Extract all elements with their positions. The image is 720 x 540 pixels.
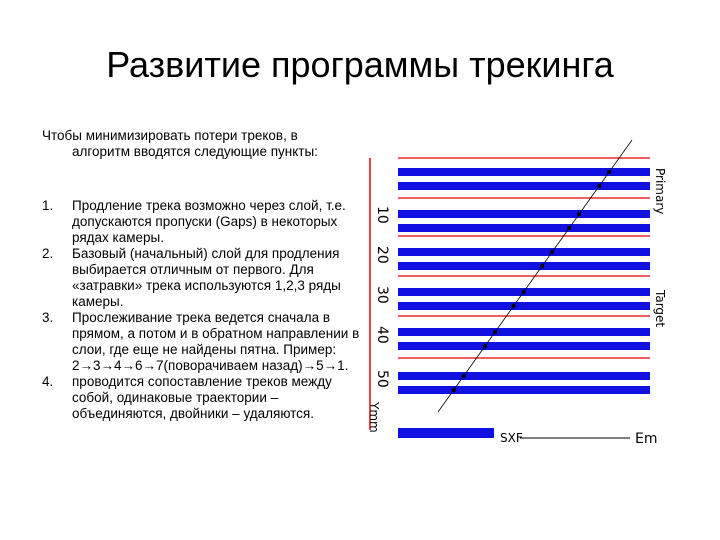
list-item: [42, 310, 367, 374]
primary-label: Primary: [653, 168, 667, 215]
blue-layer-bar: [398, 248, 650, 256]
list-item-text: Базовый (начальный) слой для продления выбирается отличным от первого. Для «затравки» трека используются 1,2,3 ряды камеры.: [72, 246, 341, 309]
list-item: [42, 246, 367, 310]
list-item: [42, 198, 367, 246]
axis-label-30: 30: [374, 286, 390, 304]
list-item-text: проводится сопоставление треков между собой, одинаковые траектории – объединяются, двойники – удаляются.: [72, 374, 332, 421]
list-item-text: Прослеживание трека ведется сначала в прямом, а потом и в обратном направлении в слои, где еще не найдены пятна. Пример: 2→3→4→6→7(поворачиваем назад)→5→1.: [72, 310, 360, 373]
target-label: Target: [653, 290, 667, 328]
sxf-bar: [398, 428, 494, 438]
list-item-text: Продление трека возможно через слой, т.е. допускаются пропуски (Gaps) в некоторых рядах камеры.: [72, 198, 346, 245]
list-item: [42, 374, 367, 422]
list-item-number: 4.: [42, 374, 54, 389]
em-label: Em: [635, 431, 658, 447]
blue-layer-bar: [398, 210, 650, 218]
axis-label-40: 40: [374, 326, 390, 344]
axis-label-20: 20: [374, 246, 390, 264]
intro-text: [42, 128, 362, 160]
list-item-number: 3.: [42, 310, 54, 325]
axis-label-50: 50: [374, 370, 390, 388]
layer-group: [398, 158, 650, 394]
blue-layer-bar: [398, 182, 650, 190]
blue-layer-bar: [398, 386, 650, 394]
intro-line-first: Чтобы минимизировать потери треков, в: [42, 128, 298, 143]
list-item-number: 2.: [42, 246, 54, 261]
axis-label-10: 10: [374, 206, 390, 224]
points-list: [42, 198, 367, 422]
list-item-number: 1.: [42, 198, 54, 213]
blue-layer-bar: [398, 342, 650, 350]
chamber-layers-diagram: [360, 140, 700, 460]
blue-layer-bar: [398, 168, 650, 176]
blue-layer-bar: [398, 372, 650, 380]
intro-line-rest: алгоритм вводятся следующие пункты:: [72, 144, 318, 159]
blue-layer-bar: [398, 224, 650, 232]
blue-layer-bar: [398, 302, 650, 310]
blue-layer-bar: [398, 328, 650, 336]
page-title: Развитие программы трекинга: [106, 44, 614, 85]
sxf-label: SXF: [500, 431, 523, 445]
axis-unit-label: Ymm: [367, 402, 381, 433]
blue-layer-bar: [398, 262, 650, 270]
